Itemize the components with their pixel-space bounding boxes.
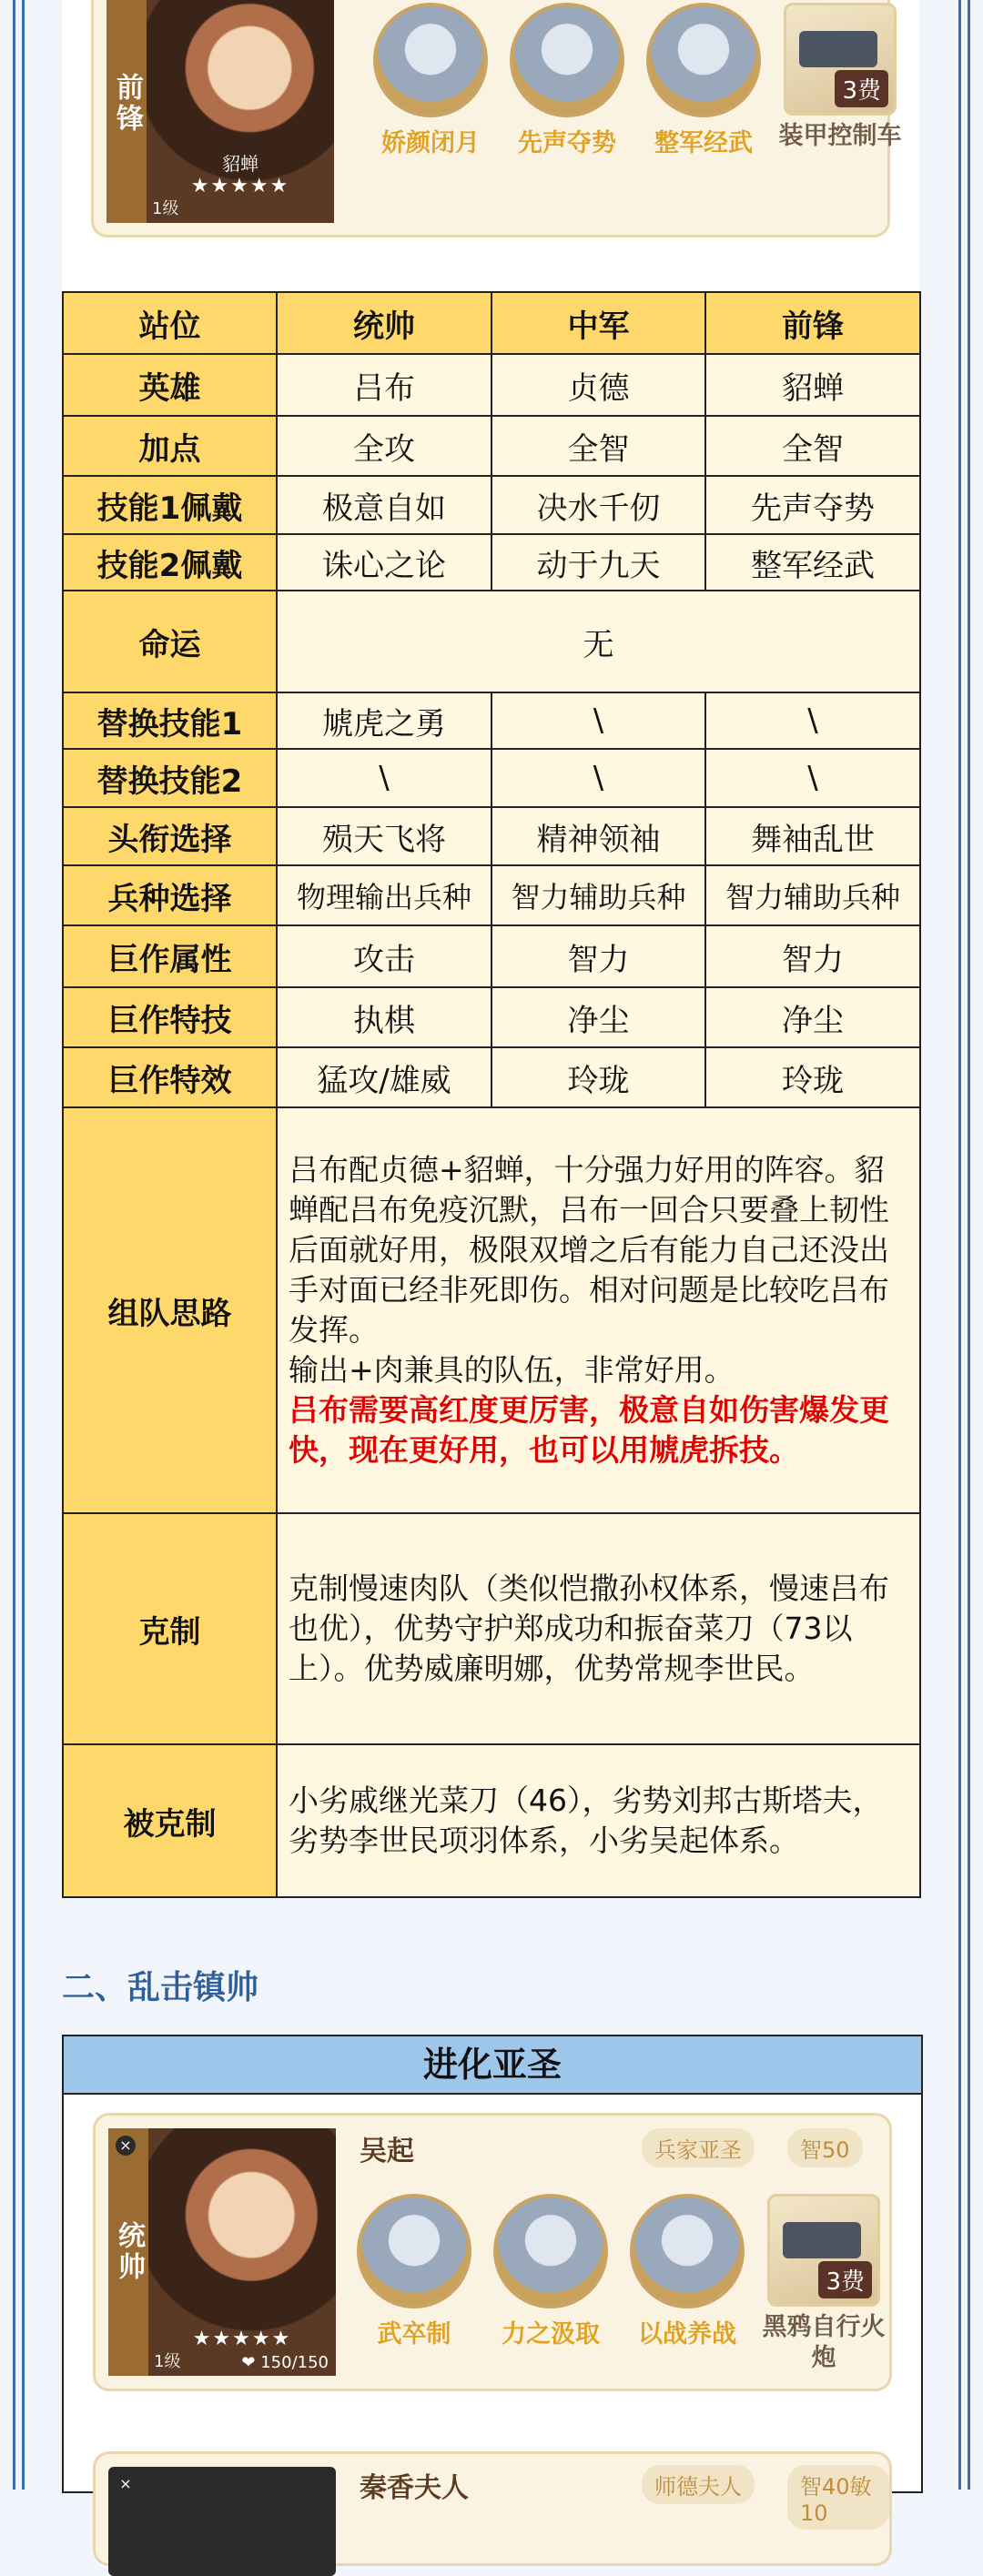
skill-3-label: 以战养战 <box>638 2320 736 2349</box>
close-icon[interactable]: × <box>116 2136 136 2156</box>
table-cell: 全攻 <box>277 416 492 476</box>
skill-2-label: 力之汲取 <box>502 2320 600 2349</box>
table-cell: 极意自如 <box>277 476 492 534</box>
skill-1-icon <box>357 2194 471 2308</box>
header-cell: 站位 <box>63 292 277 354</box>
equipment-cost: 3费 <box>818 2261 872 2298</box>
table-cell: 动于九天 <box>492 534 705 591</box>
hero-portrait[interactable] <box>106 0 334 223</box>
row-label: 巨作特技 <box>63 987 277 1047</box>
skill-1-icon <box>373 3 488 117</box>
hero-portrait[interactable] <box>108 2467 336 2576</box>
tank-icon <box>799 31 877 67</box>
table-cell: \ <box>705 692 920 749</box>
table-cell: 智力辅助兵种 <box>492 865 705 925</box>
skill-2-label: 先声夺势 <box>518 129 616 157</box>
hero-portrait[interactable] <box>108 2128 336 2376</box>
table-row <box>63 591 920 692</box>
table-header-row <box>63 292 920 354</box>
equipment-label: 装甲控制车 <box>778 122 902 150</box>
table-cell: 诛心之论 <box>277 534 492 591</box>
table-row <box>63 534 920 591</box>
row-label: 巨作特效 <box>63 1047 277 1107</box>
skill-1[interactable] <box>350 2194 478 2349</box>
heart-icon: ❤ <box>241 2353 256 2372</box>
row-label: 组队思路 <box>63 1107 277 1513</box>
equipment-slot[interactable] <box>776 3 904 152</box>
table-row <box>63 1744 920 1897</box>
table-cell: \ <box>277 749 492 807</box>
table-cell: 净尘 <box>492 987 705 1047</box>
table-cell: 贞德 <box>492 354 705 416</box>
hero-hp <box>241 2353 329 2372</box>
equipment-icon <box>767 2194 880 2307</box>
section-heading: 二、乱击镇帅 <box>62 1969 259 2006</box>
table-cell: 玲珑 <box>492 1047 705 1107</box>
table-cell: 玲珑 <box>705 1047 920 1107</box>
row-label: 技能1佩戴 <box>63 476 277 534</box>
header-cell: 中军 <box>492 292 705 354</box>
equipment-cost: 3费 <box>835 70 888 107</box>
table-row <box>63 807 920 865</box>
hero-tag: 师德夫人 <box>642 2465 755 2504</box>
skill-2-icon <box>510 3 624 117</box>
table-cell: 先声夺势 <box>705 476 920 534</box>
skill-3-icon <box>630 2194 745 2308</box>
team-idea-text-2: 输出+肉兼具的队伍，非常好用。 <box>289 1352 735 1388</box>
table-cell: 物理输出兵种 <box>277 865 492 925</box>
table-cell: 攻击 <box>277 925 492 987</box>
table-cell: 猛攻/雄威 <box>277 1047 492 1107</box>
top-hero-box <box>62 0 919 291</box>
table-cell: 貂蝉 <box>705 354 920 416</box>
team-idea-cell <box>277 1107 920 1513</box>
star-rating: ★★★★★ <box>190 175 290 197</box>
position-label: 前锋 <box>106 0 147 223</box>
table-row <box>63 1047 920 1107</box>
table-cell: 全智 <box>492 416 705 476</box>
hero-level: 1级 <box>154 2352 181 2371</box>
hero-tag: 智40敏10 <box>787 2465 889 2530</box>
skill-1[interactable] <box>367 3 494 158</box>
row-label: 技能2佩戴 <box>63 534 277 591</box>
table-cell: 全智 <box>705 416 920 476</box>
skill-2[interactable] <box>487 2194 614 2349</box>
row-label: 兵种选择 <box>63 865 277 925</box>
header-cell: 统帅 <box>277 292 492 354</box>
hero-card-wuqi[interactable] <box>93 2113 892 2391</box>
hero-name: 秦香夫人 <box>360 2472 469 2504</box>
row-label: 替换技能2 <box>63 749 277 807</box>
table-cell: 智力辅助兵种 <box>705 865 920 925</box>
team-idea-highlight: 吕布需要高红度更厉害，极意自如伤害爆发更快，现在更好用，也可以用虓虎拆技。 <box>289 1392 889 1468</box>
table-cell: \ <box>492 692 705 749</box>
table-cell: 虓虎之勇 <box>277 692 492 749</box>
counters-text: 克制慢速肉队（类似恺撒孙权体系，慢速吕布也优），优势守护郑成功和振奋菜刀（73以上）。优势威廉明娜，优势常规李世民。 <box>277 1513 920 1744</box>
team-box <box>62 2035 923 2526</box>
row-label: 克制 <box>63 1513 277 1744</box>
table-cell: 吕布 <box>277 354 492 416</box>
row-label: 加点 <box>63 416 277 476</box>
lineup-table <box>62 291 921 1898</box>
skill-3[interactable] <box>623 2194 751 2349</box>
skill-2-icon <box>493 2194 608 2308</box>
table-row <box>63 987 920 1047</box>
table-row <box>63 416 920 476</box>
row-label: 头衔选择 <box>63 807 277 865</box>
skill-1-label: 武卒制 <box>377 2320 451 2349</box>
team-idea-text: 吕布配贞德+貂蝉，十分强力好用的阵容。貂蝉配吕布免疫沉默，吕布一回合只要叠上韧性后面就好用，极限双增之后有能力自己还没出手对面已经非死即伤。相对问题是比较吃吕布发挥。 <box>289 1152 889 1348</box>
artillery-icon <box>783 2222 861 2258</box>
table-cell: 殒天飞将 <box>277 807 492 865</box>
skill-3-icon <box>646 3 761 117</box>
equipment-label: 黑鸦自行火炮 <box>762 2313 886 2372</box>
table-row <box>63 476 920 534</box>
equipment-slot[interactable] <box>760 2194 887 2374</box>
table-row <box>63 865 920 925</box>
skill-2[interactable] <box>503 3 631 158</box>
row-label: 替换技能1 <box>63 692 277 749</box>
table-cell: 智力 <box>705 925 920 987</box>
row-label: 巨作属性 <box>63 925 277 987</box>
hero-tag: 智50 <box>787 2128 863 2167</box>
table-row <box>63 925 920 987</box>
table-cell: 净尘 <box>705 987 920 1047</box>
skill-3[interactable] <box>640 3 767 158</box>
table-cell: 智力 <box>492 925 705 987</box>
hero-name: 吴起 <box>360 2136 414 2167</box>
skill-3-label: 整军经武 <box>654 129 753 157</box>
table-row <box>63 749 920 807</box>
table-cell: \ <box>705 749 920 807</box>
table-cell-merged: 无 <box>277 591 920 692</box>
hero-card-2[interactable] <box>93 2451 892 2566</box>
hero-level: 1级 <box>152 199 179 218</box>
table-cell: 执棋 <box>277 987 492 1047</box>
star-rating: ★★★★★ <box>192 2328 292 2350</box>
header-cell: 前锋 <box>705 292 920 354</box>
hero-card[interactable] <box>91 0 902 237</box>
skill-1-label: 娇颜闭月 <box>381 129 480 157</box>
row-label: 英雄 <box>63 354 277 416</box>
row-label: 命运 <box>63 591 277 692</box>
table-row <box>63 1107 920 1513</box>
hp-value: 150/150 <box>260 2353 329 2372</box>
team-name: 进化亚圣 <box>64 2036 921 2095</box>
hero-tag: 兵家亚圣 <box>642 2128 755 2167</box>
table-cell: 舞袖乱世 <box>705 807 920 865</box>
close-icon[interactable]: × <box>116 2474 136 2494</box>
table-cell: 决水千仞 <box>492 476 705 534</box>
equipment-icon <box>784 3 897 116</box>
position-label: 统帅 <box>108 2128 148 2376</box>
table-cell: 整军经武 <box>705 534 920 591</box>
countered-by-text: 小劣戚继光菜刀（46），劣势刘邦古斯塔夫，劣势李世民项羽体系，小劣吴起体系。 <box>277 1744 920 1897</box>
hero-name: 貂蝉 <box>222 153 258 175</box>
table-cell: 精神领袖 <box>492 807 705 865</box>
table-cell: \ <box>492 749 705 807</box>
table-row <box>63 692 920 749</box>
row-label: 被克制 <box>63 1744 277 1897</box>
table-row <box>63 1513 920 1744</box>
table-row <box>63 354 920 416</box>
